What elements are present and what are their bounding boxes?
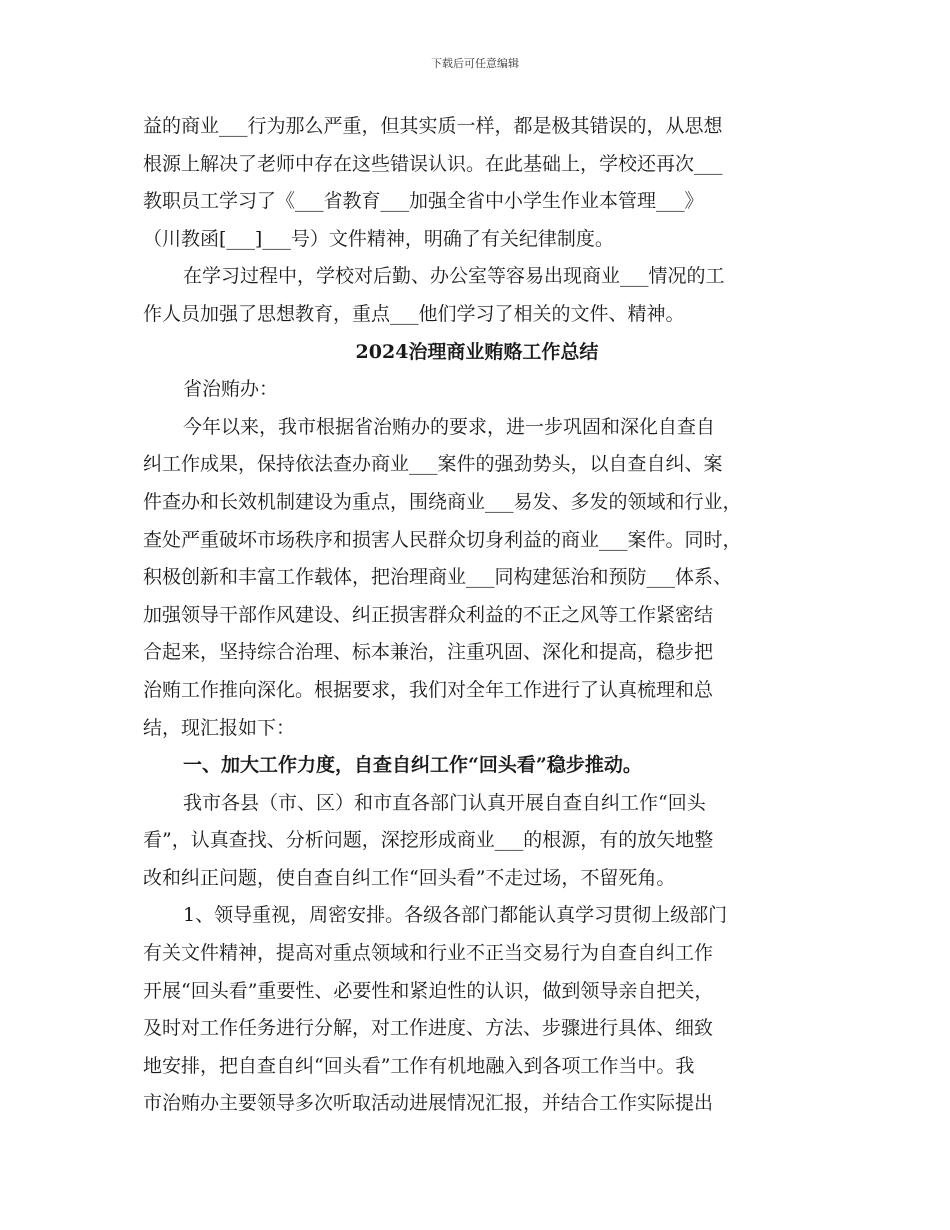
paragraph-line: 教职员工学习了《___省教育___加强全省中小学生作业本管理___》	[143, 190, 704, 213]
paragraph-line: 1、领导重视，周密安排。各级各部门都能认真学习贯彻上级部门	[183, 904, 728, 927]
paragraph-line: 作人员加强了思想教育，重点___他们学习了相关的文件、精神。	[143, 302, 685, 325]
paragraph-line: 今年以来，我市根据省治贿办的要求，进一步巩固和深化自查自	[183, 415, 716, 438]
paragraph-line: 开展“回头看”重要性、必要性和紧迫性的认识，做到领导亲自把关，	[143, 979, 714, 1002]
paragraph-line: 查处严重破坏市场秩序和损害人民群众切身利益的商业___案件。同时，	[143, 528, 742, 551]
paragraph-line: 合起来，坚持综合治理、标本兼治，注重巩固、深化和提高，稳步把	[143, 641, 714, 664]
document-title: 2024治理商业贿赂工作总结	[355, 340, 599, 363]
paragraph-line: 加强领导干部作风建设、纠正损害群众利益的不正之风等工作紧密结	[143, 603, 714, 626]
paragraph-line: 在学习过程中，学校对后勤、办公室等容易出现商业___情况的工	[183, 265, 725, 288]
paragraph-line: 改和纠正问题，使自查自纠工作“回头看”不走过场，不留死角。	[143, 866, 676, 889]
salutation: 省治贿办：	[183, 378, 279, 401]
paragraph-line: 地安排，把自查自纠“回头看”工作有机地融入到各项工作当中。我	[143, 1054, 695, 1077]
paragraph-line: 件查办和长效机制建设为重点，围绕商业___易发、多发的领域和行业，	[143, 490, 742, 513]
paragraph-line: 结，现汇报如下：	[143, 716, 296, 739]
paragraph-line: 我市各县（市、区）和市直各部门认真开展自查自纠工作“回头	[183, 791, 706, 814]
paragraph-line: 及时对工作任务进行分解，对工作进度、方法、步骤进行具体、细致	[143, 1017, 714, 1040]
paragraph-line: 积极创新和丰富工作载体，把治理商业___同构建惩治和预防___体系、	[143, 566, 733, 589]
paragraph-line: 看”，认真查找、分析问题，深挖形成商业___的根源，有的放矢地整	[143, 829, 714, 852]
paragraph-line: 治贿工作推向深化。根据要求，我们对全年工作进行了认真梳理和总	[143, 678, 714, 701]
paragraph-line: （川教函[___]___号）文件精神，明确了有关纪律制度。	[143, 227, 614, 250]
page-header-note: 下载后可任意编辑	[431, 57, 519, 70]
document-body	[143, 108, 811, 1123]
paragraph-line: 益的商业___行为那么严重，但其实质一样，都是极其错误的，从思想	[143, 115, 723, 137]
paragraph-line: 有关文件精神，提高对重点领域和行业不正当交易行为自查自纠工作	[143, 942, 714, 965]
paragraph-line: 根源上解决了老师中存在这些错误认识。在此基础上，学校还再次___	[143, 152, 723, 175]
section-heading: 一、加大工作力度，自查自纠工作“回头看”稳步推动。	[183, 754, 642, 777]
paragraph-line: 纠工作成果，保持依法查办商业___案件的强劲势头，以自查自纠、案	[143, 453, 723, 476]
paragraph-line: 市治贿办主要领导多次听取活动进展情况汇报，并结合工作实际提出	[143, 1092, 714, 1115]
